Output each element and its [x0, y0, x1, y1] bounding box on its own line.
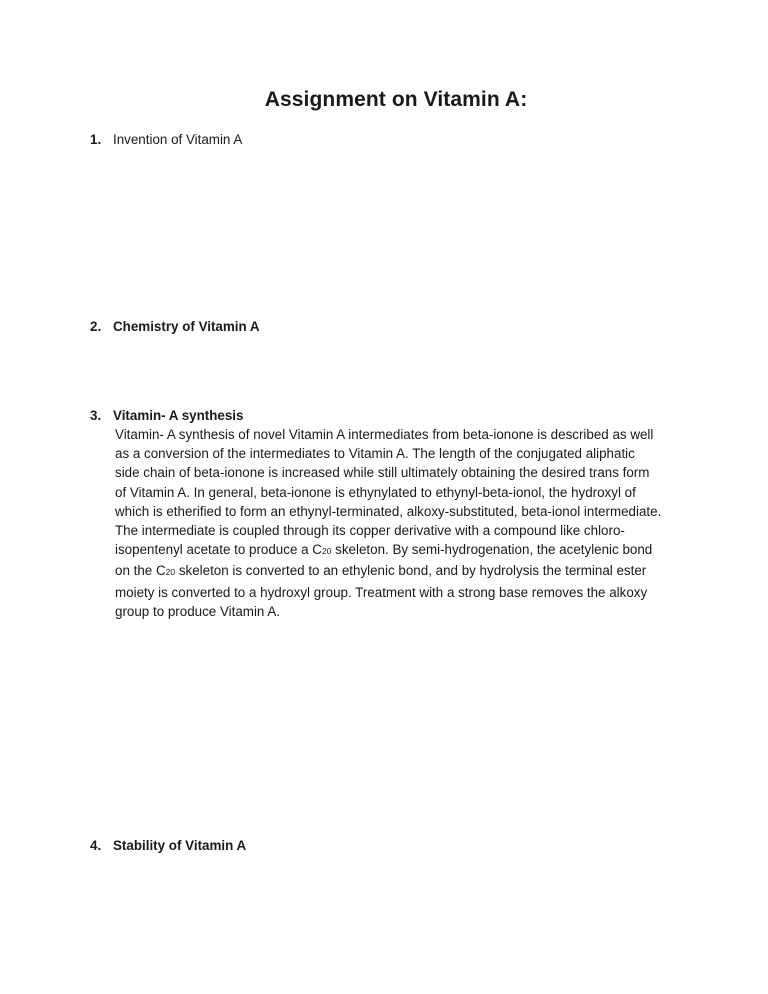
- paragraph-line: of Vitamin A. In general, beta-ionone is ethynylated to ethynyl-beta-ionol, the hydroxyl of: [115, 484, 636, 500]
- section-number: 3.: [90, 408, 102, 423]
- subscript: 20: [165, 567, 176, 578]
- paragraph-line: The intermediate is coupled through its copper derivative with a compound like chloro-: [115, 523, 625, 539]
- section-paragraph: [115, 425, 690, 621]
- section-number: 2.: [90, 319, 102, 334]
- paragraph-line: side chain of beta-ionone is increased while still ultimately obtaining the desired trans form: [115, 465, 650, 481]
- paragraph-line: as a conversion of the intermediates to Vitamin A. The length of the conjugated aliphatic: [115, 446, 635, 462]
- section-heading: [90, 836, 690, 855]
- section-stability: [90, 836, 690, 855]
- section-synthesis: [90, 406, 690, 621]
- section-chemistry: [90, 317, 690, 336]
- subscript: 20: [321, 546, 332, 557]
- text-run: isopentenyl acetate to produce a C: [115, 542, 322, 558]
- section-heading: [90, 406, 690, 425]
- section-number: 4.: [90, 838, 102, 853]
- section-title: Vitamin- A synthesis: [113, 408, 244, 423]
- section-title: Chemistry of Vitamin A: [113, 319, 260, 334]
- section-title: Invention of Vitamin A: [113, 132, 243, 147]
- section-title: Stability of Vitamin A: [113, 838, 247, 853]
- paragraph-line: [115, 561, 690, 582]
- page-title: Assignment on Vitamin A:: [264, 88, 528, 111]
- section-invention: [90, 130, 690, 149]
- paragraph-line: group to produce Vitamin A.: [115, 603, 281, 619]
- text-run: on the C: [115, 563, 166, 579]
- paragraph-line: [115, 540, 690, 561]
- section-heading: [90, 317, 690, 336]
- section-number: 1.: [90, 132, 102, 147]
- paragraph-line: Vitamin- A synthesis of novel Vitamin A intermediates from beta-ionone is described as well: [115, 427, 654, 442]
- paragraph-line: which is etherified to form an ethynyl-terminated, alkoxy-substituted, beta-ionol intermediate.: [115, 503, 662, 519]
- paragraph-line: moiety is converted to a hydroxyl group. Treatment with a strong base removes the alkoxy: [115, 584, 648, 600]
- text-run: skeleton. By semi-hydrogenation, the acetylenic bond: [331, 542, 653, 558]
- section-heading: [90, 130, 690, 149]
- text-run: skeleton is converted to an ethylenic bond, and by hydrolysis the terminal ester: [175, 563, 647, 579]
